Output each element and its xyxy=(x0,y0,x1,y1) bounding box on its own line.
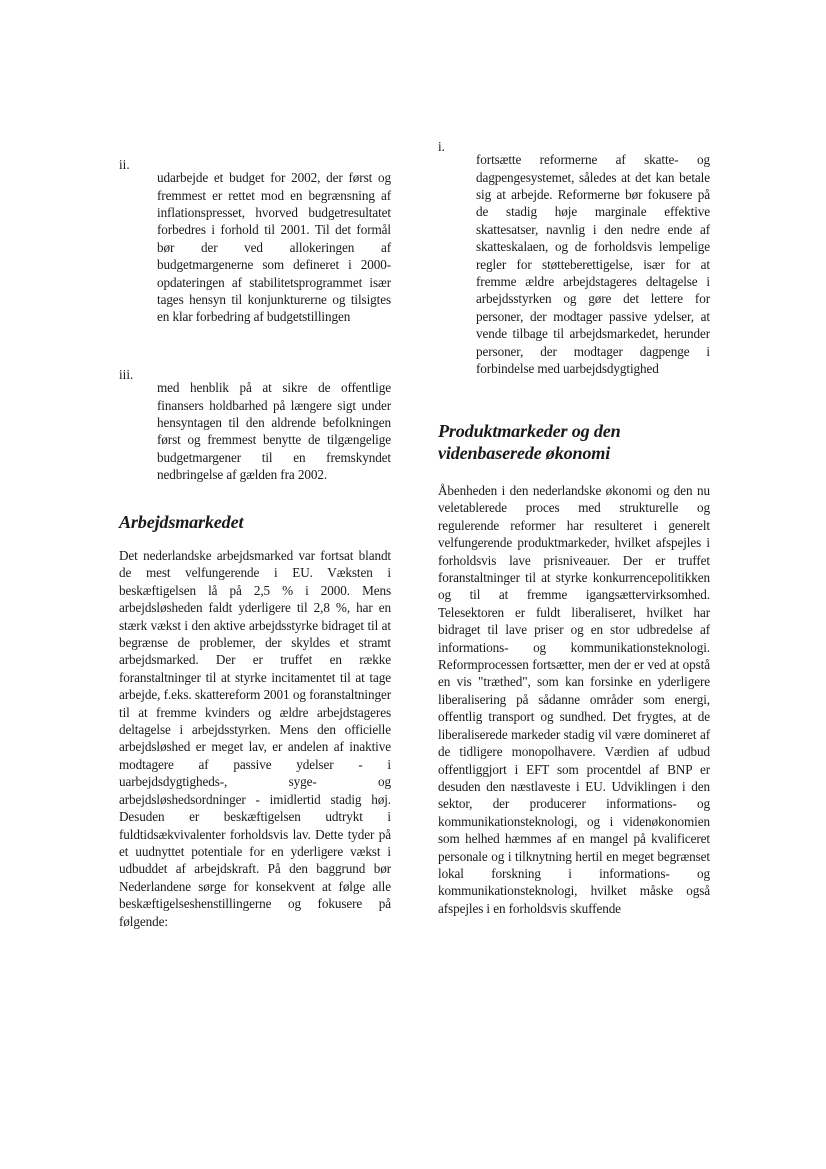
list-item-iii xyxy=(119,366,391,497)
list-number: iii. xyxy=(119,367,134,382)
heading-line-2: videnbaserede økonomi xyxy=(438,443,611,463)
list-item-ii xyxy=(119,156,391,339)
list-number: ii. xyxy=(119,157,130,172)
list-text: fortsætte reformerne af skatte- og dagpengesystemet, således at det kan betale sig at arbejde. Reformerne bør fokusere på de stadig høje marginale effektive skattesatser, navnlig i den nedre ende af skatteskalaen, og de forholdsvis lempelige regler for støtteberettigelse, især for at fremme ældre arbejdstageres deltagelse i arbejdsstyrken og gøre det lettere for personer, der modtager passive ydelser, at vende tilbage til arbejdsmarkedet, herunder personer, der modtager dagpenge i forbindelse med uarbejdsdygtighed xyxy=(476,152,710,377)
paragraph-text: Åbenheden i den nederlandske økonomi og den nu veletablerede proces med strukturelle og regulerende reformer har resulteret i generelt velfungerende produktmarkeder, hvilket afspejles i forholdsvis lave prisniveauer. Der er truffet foranstaltninger til at styrke konkurrencepolitikken og til at fremme igangsættervirksomhed. Telesektoren er fuldt liberaliseret, hvilket har bidraget til lave priser og en stor udbredelse af informations- og kommunikationsteknologi. Reformprocessen fortsætter, men der er ved at opstå en vis "træthed", som kan forsinke en yderligere liberalisering på sådanne områder som energi, offentlig transport og sundhed. Det frygtes, at de liberaliserede markeder stadig vil være domineret af de tidligere monopolhavere. Værdien af udbud offentliggjort i EFT som procentdel af BNP er desuden den næstlaveste i EU. Udviklingen i den sektor, der producerer informations- og kommunikationsteknologi, og i videnøkonomien som helhed hæmmes af en mangel på kvalificeret personale og i tilknytning hertil en meget begrænset lokal forskning i informations- og kommunikationsteknologi, hvilket måske også afspejles i en forholdsvis skuffende xyxy=(438,483,710,916)
list-number: i. xyxy=(438,139,445,154)
list-text: udarbejde et budget for 2002, der først og fremmest er rettet mod en begrænsning af inflationspresset, hvorved budgetresultatet forbedres i forhold til 2001. Til det formål bør der ved allokeringen af budgetmargenerne som defineret i 2000-opdateringen af stabilitetsprogrammet især tages hensyn til konjunkturerne og tilsigtes en klar forbedring af budgetstillingen xyxy=(157,170,391,325)
section-heading-arbejdsmarkedet: Arbejdsmarkedet xyxy=(119,512,244,532)
list-text: med henblik på at sikre de offentlige finansers holdbarhed på længere sigt under hensyntagen til den aldrende befolkningen først og fremmest benytte de tilgængelige budgetmargener til en fremskyndet nedbringelse af gælden fra 2002. xyxy=(157,380,391,483)
list-item-i xyxy=(438,138,710,391)
section-heading-produktmarkeder xyxy=(438,420,710,464)
heading-line-1: Produktmarkeder og den xyxy=(438,421,621,441)
paragraph-arbejdsmarkedet xyxy=(119,547,391,930)
paragraph-text: Det nederlandske arbejdsmarked var fortsat blandt de mest velfungerende i EU. Væksten i beskæftigelsen lå på 2,5 % i 2000. Mens arbejdsløsheden faldt yderligere til 2,8 %, har en stærk vækst i den aktive arbejdsstyrke bidraget til at begrænse de problemer, der skyldes et stramt arbejdsmarked. Der er truffet en række foranstaltninger til at styrke incitamentet til at tage arbejde, f.eks. skattereform 2001 og foranstaltninger til at fremme kvinders og ældre arbejdstageres deltagelse i arbejdsstyrken. Mens den officielle arbejdsløshed er meget lav, er andelen af inaktive modtagere af passive ydelser - i uarbejdsdygtigheds-, syge- og arbejdsløshedsordninger - imidlertid stadig høj. Desuden er beskæftigelsen udtrykt i fuldtidsækvivalenter forholdsvis lav. Dette tyder på et uudnyttet potentiale for en yderligere vækst i udbuddet af arbejdskraft. På den baggrund bør Nederlandene sørge for konsekvent at følge alle beskæftigelseshenstillingerne og fokusere på følgende: xyxy=(119,548,391,929)
paragraph-produktmarkeder xyxy=(438,482,710,917)
